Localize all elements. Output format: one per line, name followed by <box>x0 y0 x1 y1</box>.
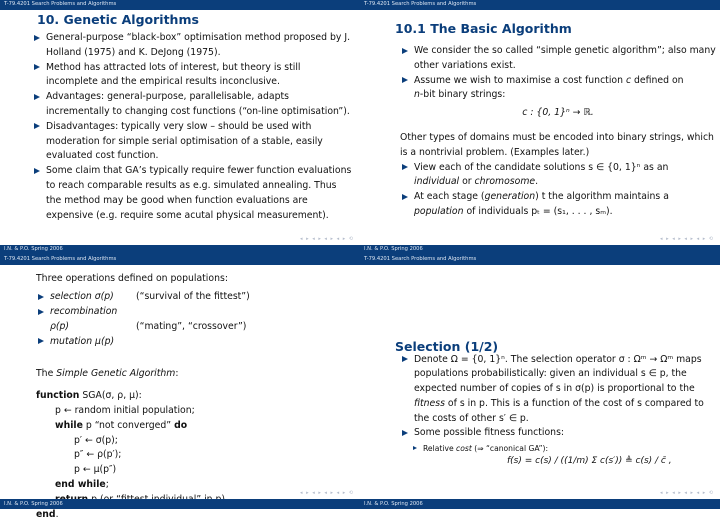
code-line: end while; <box>36 478 354 493</box>
slide-header-bar <box>360 255 720 265</box>
beamer-navigation-icons[interactable]: ◂ ▸ ◂ ▸ ◂ ▸ ◂ ▸ ⟲ <box>660 490 714 496</box>
code-line: end. <box>36 508 354 522</box>
math-formula: c : {0, 1}ⁿ → ℝ. <box>400 106 716 121</box>
bullet-item: Assume we wish to maximise a cost function c defined on n-bit binary strings: <box>400 74 716 104</box>
header-text: T-79.4201 Search Problems and Algorithms <box>364 256 476 262</box>
bullet-item: At each stage (generation) t the algorithm maintains a population of individuals pₜ = (s₁, . . . , sₘ). <box>400 190 716 220</box>
bullet-item: Advantages: general-purpose, parallelisable, adapts incrementally to changing cost functions (“on-line optimisation”). <box>32 90 354 120</box>
slide-genetic-algorithms <box>0 0 360 255</box>
slide-body <box>36 272 354 522</box>
slide-body <box>400 353 716 455</box>
slide-selection <box>360 255 720 510</box>
bullet-item: recombination ρ(p) (“mating”, “crossover”) <box>36 305 354 335</box>
sub-bullet-item: Relative cost (⇒ “canonical GA”): <box>400 443 716 454</box>
bullet-item: Method has attracted lots of interest, but theory is still incomplete and the empirical results inconclusive. <box>32 61 354 91</box>
header-text: T-79.4201 Search Problems and Algorithms <box>364 1 476 7</box>
code-line: p ← μ(p″) <box>36 463 354 478</box>
code-line: p″ ← ρ(p′); <box>36 448 354 463</box>
bullet-item: General-purpose “black-box” optimisation method proposed by J. Holland (1975) and K. DeJong (1975). <box>32 31 354 61</box>
bullet-item: We consider the so called “simple genetic algorithm”; also many other variations exist. <box>400 44 716 74</box>
footer-text: I.N. & P.O. Spring 2006 <box>4 501 63 507</box>
footer-text: I.N. & P.O. Spring 2006 <box>364 501 423 507</box>
bullet-item: selection σ(p) (“survival of the fittest”) <box>36 290 354 305</box>
bullet-item: View each of the candidate solutions s ∈ {0, 1}ⁿ as an individual or chromosome. <box>400 161 716 191</box>
slide-header-bar <box>360 0 720 10</box>
bullet-item: Denote Ω = {0, 1}ⁿ. The selection operator σ : Ωᵐ → Ωᵐ maps populations probabilistically: given an individual s ∈ p, the expected number of copies of s in σ(p) is proportional to the fitness of s in p. This is a function of the cost of s compared to the costs of other s′ ∈ p. <box>400 353 716 427</box>
slide-title: 10. Genetic Algorithms <box>37 12 199 27</box>
slide-footer-bar <box>0 499 360 509</box>
fitness-formula: f(s) = c(s) / ((1/m) Σ c(s′)) ≜ c(s) / c̄ , <box>507 456 672 466</box>
slide-title: Selection (1/2) <box>395 339 498 354</box>
paragraph: The Simple Genetic Algorithm: <box>36 367 354 382</box>
code-line: while p “not converged” do <box>36 419 354 434</box>
header-text: T-79.4201 Search Problems and Algorithms <box>4 1 116 7</box>
slide-title: 10.1 The Basic Algorithm <box>395 21 572 36</box>
code-line: function SGA(σ, ρ, μ): <box>36 389 354 404</box>
slide-footer-bar <box>0 245 360 255</box>
footer-text: I.N. & P.O. Spring 2006 <box>4 246 63 252</box>
beamer-navigation-icons[interactable]: ◂ ▸ ◂ ▸ ◂ ▸ ◂ ▸ ⟲ <box>300 236 354 242</box>
footer-text: I.N. & P.O. Spring 2006 <box>364 246 423 252</box>
code-line: p′ ← σ(p); <box>36 434 354 449</box>
slide-footer-bar <box>360 499 720 509</box>
paragraph: Other types of domains must be encoded into binary strings, which is a nontrivial problem. (Examples later.) <box>400 131 716 161</box>
bullet-item: Disadvantages: typically very slow – should be used with moderation for simple serial optimisation of a stable, easily evaluated cost function. <box>32 120 354 164</box>
slide-operations <box>0 255 360 510</box>
slide-header-bar <box>0 255 360 265</box>
paragraph: Three operations defined on populations: <box>36 272 354 287</box>
beamer-navigation-icons[interactable]: ◂ ▸ ◂ ▸ ◂ ▸ ◂ ▸ ⟲ <box>300 490 354 496</box>
slide-basic-algorithm <box>360 0 720 255</box>
slide-body <box>400 44 716 220</box>
code-line: p ← random initial population; <box>36 404 354 419</box>
slide-body <box>32 31 354 223</box>
bullet-item: mutation μ(p) <box>36 335 354 350</box>
bullet-item: Some possible fitness functions: <box>400 426 716 441</box>
slide-footer-bar <box>360 245 720 255</box>
header-text: T-79.4201 Search Problems and Algorithms <box>4 256 116 262</box>
bullet-item: Some claim that GA’s typically require fewer function evaluations to reach comparable results as e.g. simulated annealing. Thus the method may be good when function evaluations are expensive (e.g. require some acutal physical measurement). <box>32 164 354 223</box>
beamer-navigation-icons[interactable]: ◂ ▸ ◂ ▸ ◂ ▸ ◂ ▸ ⟲ <box>660 236 714 242</box>
slide-header-bar <box>0 0 360 10</box>
